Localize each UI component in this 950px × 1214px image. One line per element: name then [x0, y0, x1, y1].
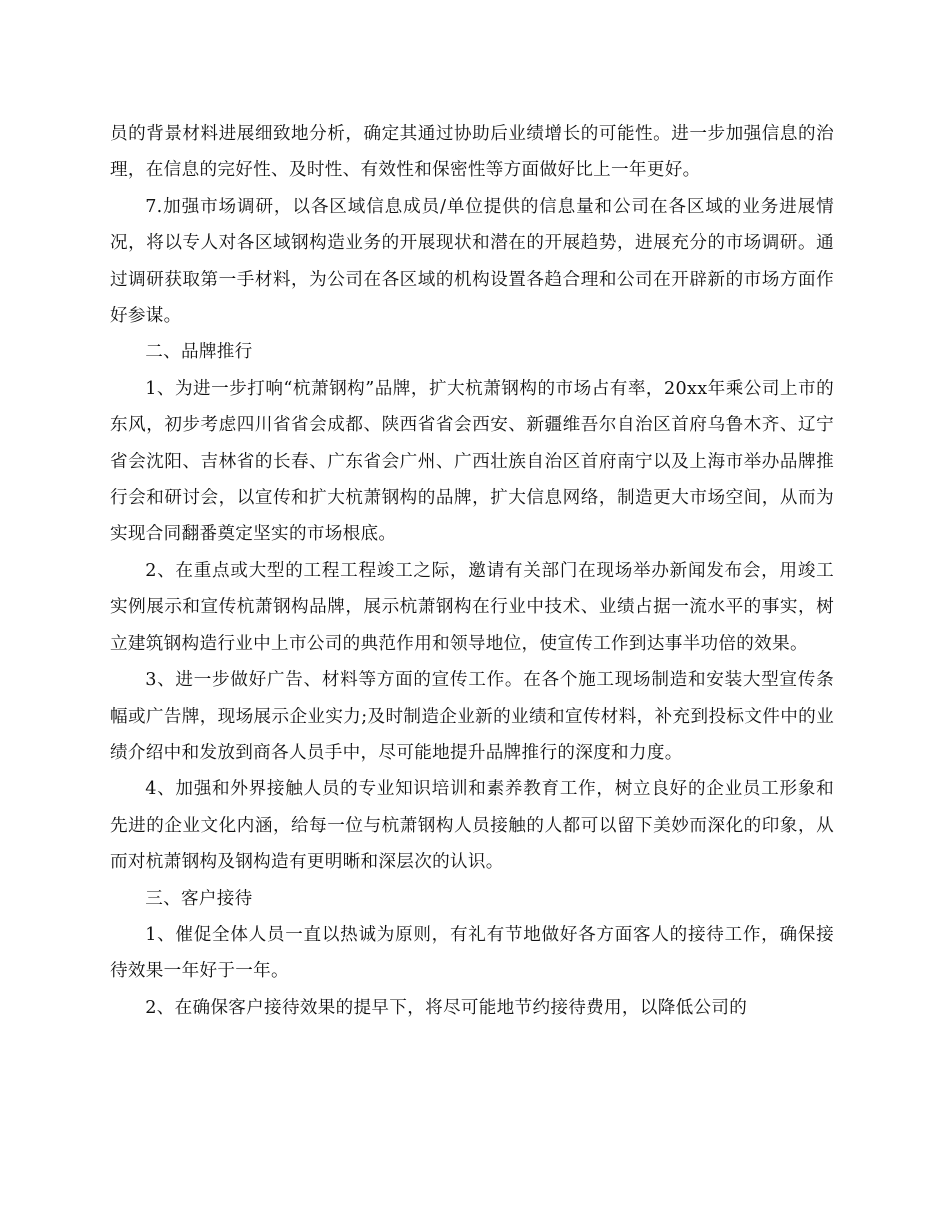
paragraph-reception-item-2: 2、在确保客户接待效果的提早下，将尽可能地节约接待费用，以降低公司的: [145, 997, 748, 1018]
paragraph-background-analysis: 员的背景材料进展细致地分析，确定其通过协助后业绩增长的可能性。进一步加强信息的治理，在信息的完好性、及时性、有效性和保密性等方面做好比上一年更好。: [110, 124, 834, 181]
paragraph-brand-item-4: 4、加强和外界接触人员的专业知识培训和素养教育工作，树立良好的企业员工形象和先进的企业文化内涵，给每一位与杭萧钢构人员接触的人都可以留下美妙而深化的印象，从而对杭萧钢构及钢构造有更明晰和深层次的认识。: [110, 779, 834, 873]
paragraph-reception-item-1: 1、催促全体人员一直以热诚为原则，有礼有节地做好各方面客人的接待工作，确保接待效果一年好于一年。: [110, 924, 834, 982]
paragraph-brand-item-3: 3、进一步做好广告、材料等方面的宣传工作。在各个施工现场制造和安装大型宣传条幅或广告牌，现场展示企业实力;及时制造企业新的业绩和宣传材料，补充到投标文件中的业绩介绍中和发放到商各人员手中，尽可能地提升品牌推行的深度和力度。: [110, 670, 834, 763]
document-body: [110, 116, 834, 1026]
section-heading-customer-reception: 三、客户接待: [145, 888, 253, 909]
paragraph-brand-item-1: 1、为进一步打响“杭萧钢构”品牌，扩大杭萧钢构的市场占有率，20xx年乘公司上市的东风，初步考虑四川省省会成都、陕西省省会西安、新疆维吾尔自治区首府乌鲁木齐、辽宁省会沈阳、吉林省的长春、广东省会广州、广西壮族自治区首府南宁以及上海市举办品牌推行会和研讨会，以宣传和扩大杭萧钢构的品牌，扩大信息网络，制造更大市场空间，从而为实现合同翻番奠定坚实的市场根底。: [110, 378, 834, 545]
section-heading-brand-promotion: 二、品牌推行: [145, 342, 253, 363]
paragraph-market-research: 7.加强市场调研，以各区域信息成员/单位提供的信息量和公司在各区域的业务进展情况，将以专人对各区域钢构造业务的开展现状和潜在的开展趋势，进展充分的市场调研。通过调研获取第一手材料，为公司在各区域的机构设置各趋合理和公司在开辟新的市场方面作好参谋。: [110, 196, 834, 327]
paragraph-brand-item-2: 2、在重点或大型的工程工程竣工之际，邀请有关部门在现场举办新闻发布会，用竣工实例展示和宣传杭萧钢构品牌，展示杭萧钢构在行业中技术、业绩占据一流水平的事实，树立建筑钢构造行业中上市公司的典范作用和领导地位，使宣传工作到达事半功倍的效果。: [110, 560, 834, 654]
